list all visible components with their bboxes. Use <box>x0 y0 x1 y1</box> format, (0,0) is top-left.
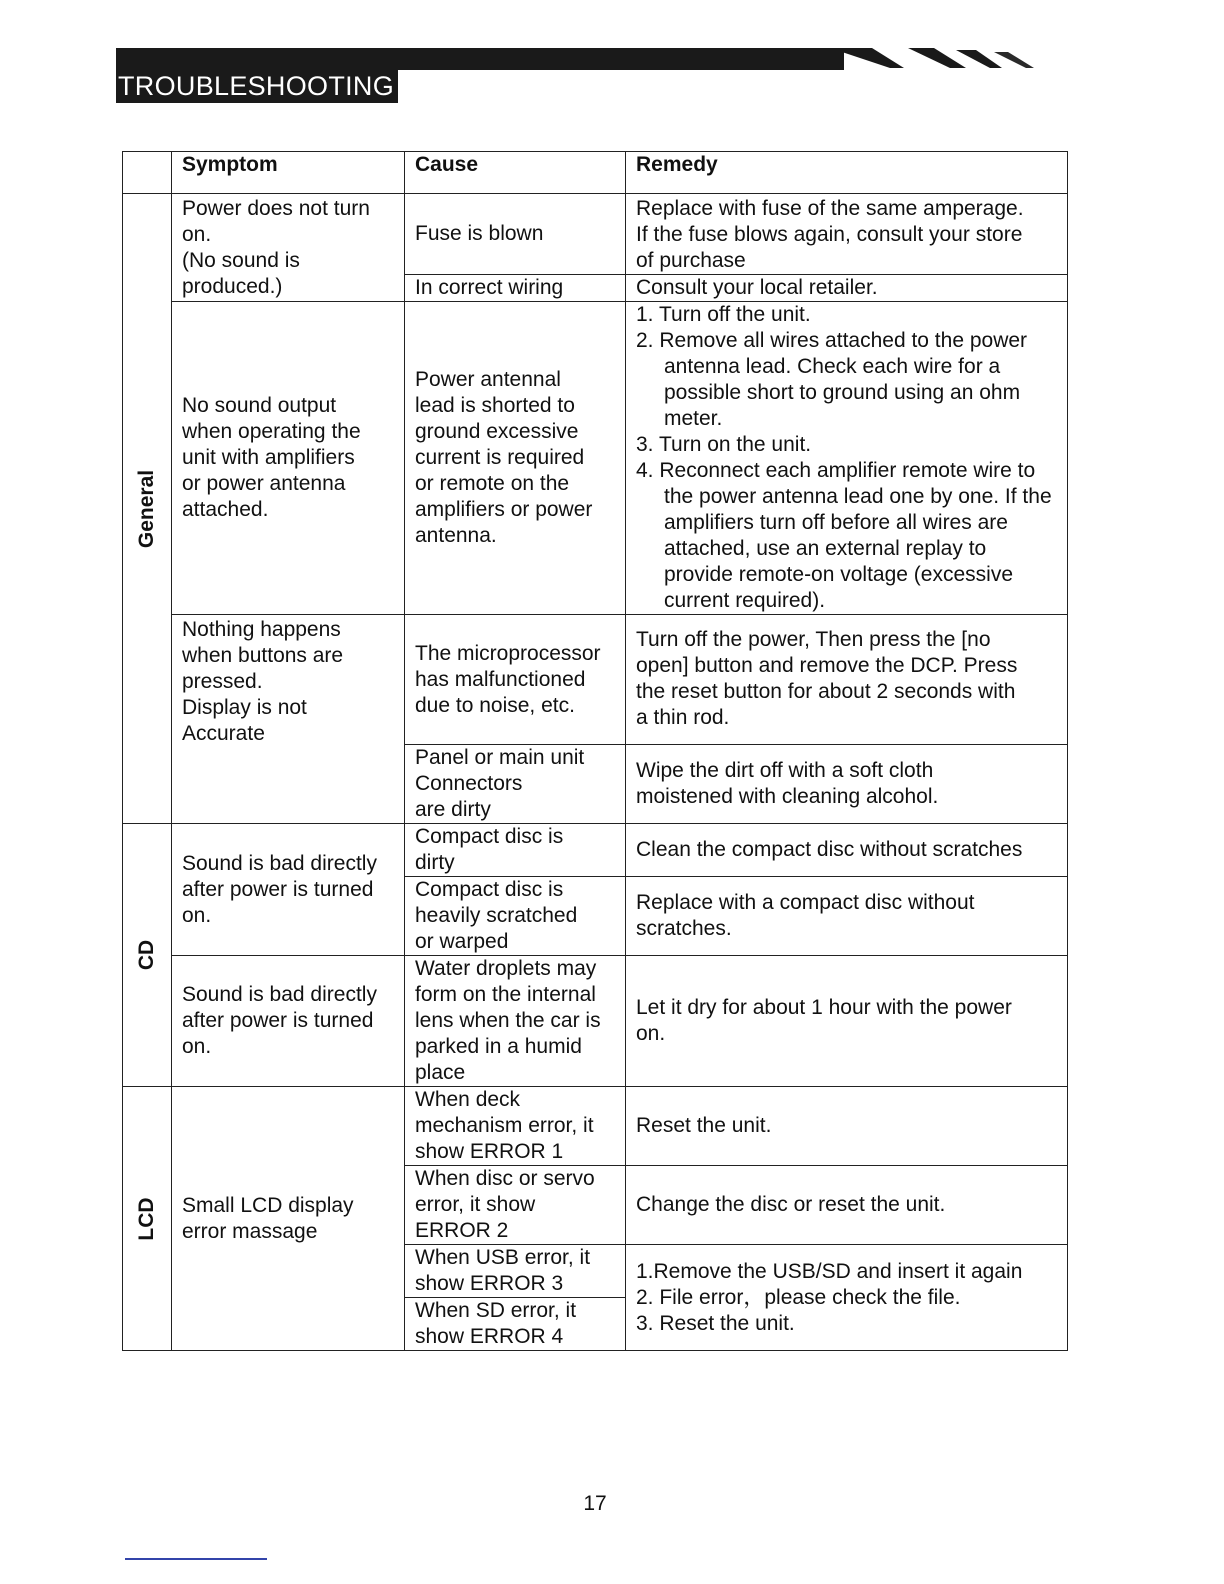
text-line: unit with amplifiers <box>182 446 355 469</box>
table-header-row <box>123 152 1068 194</box>
text-line: 1.Remove the USB/SD and insert it again <box>636 1259 1023 1283</box>
text-line: pressed. <box>182 670 263 693</box>
text-line: current is required <box>415 446 585 469</box>
text-line: Turn off the power, Then press the [no <box>636 628 991 651</box>
text-line: place <box>415 1061 466 1084</box>
symptom-cell <box>172 1087 405 1351</box>
text-line: lens when the car is <box>415 1009 601 1032</box>
text-line: heavily scratched <box>415 904 578 927</box>
remedy-cell: Clean the compact disc without scratches <box>626 824 1068 877</box>
footer-rule <box>125 1558 267 1560</box>
cause-cell <box>405 956 626 1087</box>
text-line: or power antenna <box>182 472 346 495</box>
cause-cell <box>405 302 626 615</box>
text-line: amplifiers or power <box>415 498 593 521</box>
remedy-cell <box>626 302 1068 615</box>
text-line: scratches. <box>636 917 732 940</box>
table-row <box>123 1087 1068 1166</box>
text-line: show ERROR 1 <box>415 1140 564 1163</box>
text-line: (No sound is <box>182 249 300 272</box>
table-row <box>123 302 1068 615</box>
remedy-cell <box>626 1245 1068 1351</box>
cause-cell: In correct wiring <box>405 275 626 302</box>
title-banner-bar <box>116 48 844 70</box>
text-line: has malfunctioned <box>415 667 586 691</box>
page-number: 17 <box>583 1492 607 1515</box>
text-line: No sound output <box>182 394 337 417</box>
cause-cell <box>405 745 626 824</box>
text-line: Sound is bad directly <box>182 851 377 875</box>
header-remedy: Remedy <box>626 152 1068 194</box>
cause-cell <box>405 824 626 877</box>
text-line: ground excessive <box>415 420 579 443</box>
symptom-cell <box>172 194 405 302</box>
text-line: 2. File error，please check the file. <box>636 1285 961 1309</box>
text-line: show ERROR 4 <box>415 1325 564 1348</box>
text-line: If the fuse blows again, consult your store <box>636 223 1023 246</box>
remedy-cell: Consult your local retailer. <box>626 275 1068 302</box>
table-row <box>123 194 1068 275</box>
remedy-steps-list <box>636 302 1059 614</box>
remedy-cell <box>626 956 1068 1087</box>
text-line: When USB error, it <box>415 1246 591 1269</box>
text-line: when operating the <box>182 420 361 443</box>
text-line: moistened with cleaning alcohol. <box>636 785 939 808</box>
text-line: Connectors <box>415 772 523 795</box>
text-line: Panel or main unit <box>415 746 585 769</box>
text-line: Compact disc is <box>415 878 564 901</box>
header-blank-cell <box>123 152 172 194</box>
text-line: of purchase <box>636 249 746 272</box>
category-cd: CD <box>123 824 172 1087</box>
header-cause: Cause <box>405 152 626 194</box>
table-row <box>123 824 1068 877</box>
text-line: error, it show <box>415 1193 536 1216</box>
remedy-step: 3. Turn on the unit. <box>636 433 812 456</box>
cause-cell <box>405 1087 626 1166</box>
text-line: on. <box>636 1022 666 1045</box>
text-line: When deck <box>415 1088 521 1111</box>
text-line: or remote on the <box>415 472 570 495</box>
text-line: Display is not <box>182 696 307 719</box>
category-lcd: LCD <box>123 1087 172 1351</box>
remedy-step: 4. Reconnect each amplifier remote wire to the power antenna lead one by one. If the amplifiers turn off before all wires are attached, use an external replay to provide remote-on voltage (excessive current required). <box>636 459 1052 612</box>
cause-cell <box>405 615 626 745</box>
text-line: Water droplets may <box>415 957 597 980</box>
cause-cell <box>405 1245 626 1298</box>
text-line: ERROR 2 <box>415 1219 509 1242</box>
cause-cell <box>405 877 626 956</box>
text-line: when buttons are <box>182 644 344 667</box>
text-line: 3. Reset the unit. <box>636 1311 795 1335</box>
text-line: antenna. <box>415 524 497 547</box>
text-line: Power antennal <box>415 368 561 391</box>
text-line: lead is shorted to <box>415 394 575 417</box>
cause-cell: Fuse is blown <box>405 194 626 275</box>
text-line: after power is turned <box>182 877 374 901</box>
text-line: The microprocessor <box>415 641 601 665</box>
text-line: or warped <box>415 930 509 953</box>
cause-cell <box>405 1298 626 1351</box>
symptom-cell <box>172 302 405 615</box>
remedy-step: 1. Turn off the unit. <box>636 303 811 326</box>
text-line: When SD error, it <box>415 1299 577 1322</box>
symptom-cell <box>172 615 405 824</box>
remedy-cell <box>626 745 1068 824</box>
text-line: a thin rod. <box>636 706 730 729</box>
text-line: open] button and remove the DCP. Press <box>636 654 1018 677</box>
table-row <box>123 956 1068 1087</box>
text-line: the reset button for about 2 seconds with <box>636 680 1016 703</box>
text-line: Replace with fuse of the same amperage. <box>636 197 1024 220</box>
text-line: Accurate <box>182 722 265 745</box>
text-line: Power does not turn <box>182 197 370 220</box>
symptom-cell <box>172 956 405 1087</box>
text-line: dirty <box>415 851 455 874</box>
text-line: error massage <box>182 1219 318 1243</box>
text-line: When disc or servo <box>415 1167 595 1190</box>
text-line: on. <box>182 903 212 927</box>
text-line: mechanism error, it <box>415 1114 594 1137</box>
remedy-step: 2. Remove all wires attached to the power antenna lead. Check each wire for a possible short to ground using an ohm meter. <box>636 329 1028 430</box>
text-line: on. <box>182 223 212 246</box>
text-line: Replace with a compact disc without <box>636 891 975 914</box>
table-row <box>123 615 1068 745</box>
text-line: Sound is bad directly <box>182 983 377 1006</box>
text-line: Nothing happens <box>182 618 341 641</box>
header-symptom: Symptom <box>172 152 405 194</box>
section-title: TROUBLESHOOTING <box>116 70 398 103</box>
text-line: show ERROR 3 <box>415 1272 564 1295</box>
text-line: Wipe the dirt off with a soft cloth <box>636 759 934 782</box>
text-line: parked in a humid <box>415 1035 582 1058</box>
text-line: on. <box>182 1035 212 1058</box>
text-line: attached. <box>182 498 269 521</box>
category-general: General <box>123 194 172 824</box>
cause-cell <box>405 1166 626 1245</box>
remedy-cell <box>626 615 1068 745</box>
text-line: form on the internal <box>415 983 596 1006</box>
remedy-cell: Reset the unit. <box>626 1087 1068 1166</box>
text-line: produced.) <box>182 275 283 298</box>
text-line: Small LCD display <box>182 1193 354 1217</box>
text-line: after power is turned <box>182 1009 374 1032</box>
remedy-cell <box>626 877 1068 956</box>
troubleshooting-table <box>122 151 1068 1351</box>
remedy-cell <box>626 194 1068 275</box>
symptom-cell <box>172 824 405 956</box>
text-line: due to noise, etc. <box>415 693 575 717</box>
text-line: Compact disc is <box>415 825 564 848</box>
text-line: are dirty <box>415 798 491 821</box>
text-line: Let it dry for about 1 hour with the power <box>636 996 1012 1019</box>
remedy-cell: Change the disc or reset the unit. <box>626 1166 1068 1245</box>
banner-stripes-decoration <box>830 44 1040 74</box>
